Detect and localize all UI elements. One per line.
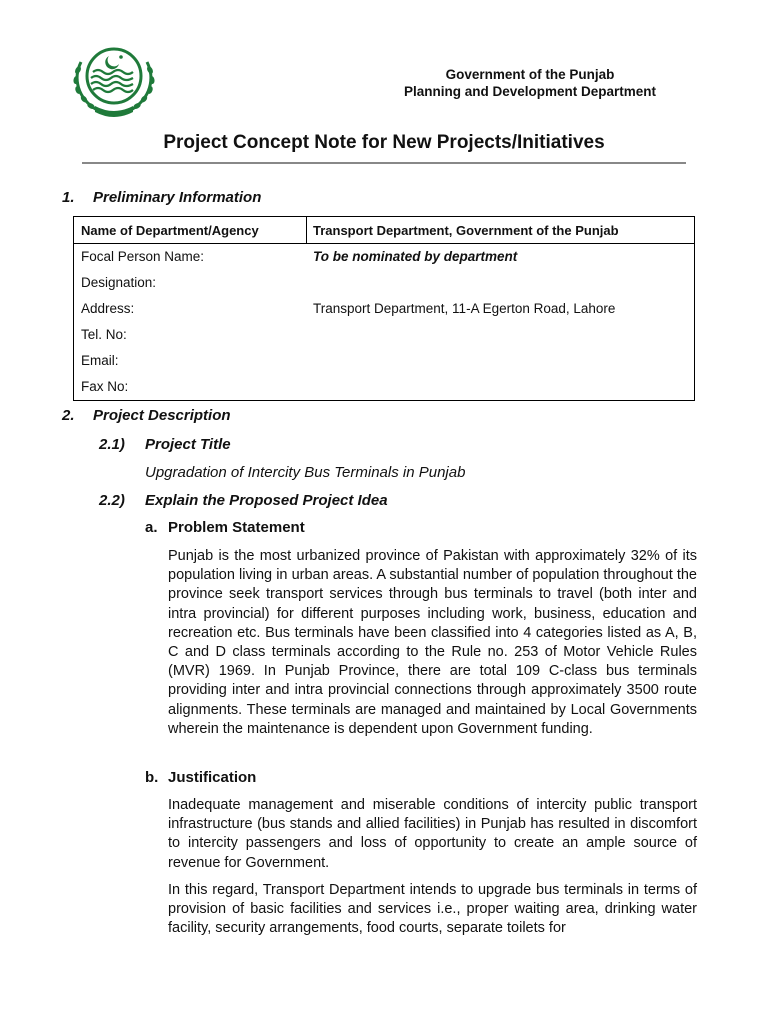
justification-marker: b. [145, 769, 159, 786]
header-cell-department-value: Transport Department, Government of the Punjab [313, 223, 619, 238]
row-label-fax: Fax No: [81, 379, 129, 394]
problem-statement-heading [145, 519, 445, 537]
row-label-email: Email: [81, 353, 119, 368]
row-value-address: Transport Department, 11-A Egerton Road, Lahore [313, 301, 616, 316]
section-2-title: Project Description [93, 407, 231, 424]
row-label-tel: Tel. No: [81, 327, 127, 342]
justification-paragraph-2: In this regard, Transport Department intends to upgrade bus terminals in terms of provision of basic facilities and services i.e., proper waiting area, drinking water facility, security arrangements, food courts, separate toilets for [168, 882, 697, 937]
section-2-heading [62, 407, 362, 425]
row-value-focal-person: To be nominated by department [313, 249, 518, 264]
section-1-heading [62, 189, 362, 207]
section-1-number: 1. [62, 189, 75, 206]
subsection-2-2-number: 2.2) [99, 492, 125, 509]
subsection-2-2-title: Explain the Proposed Project Idea [145, 492, 388, 509]
problem-statement-title: Problem Statement [168, 519, 305, 536]
row-label-designation: Designation: [81, 275, 157, 290]
justification-title: Justification [168, 769, 257, 786]
table-header-row [74, 217, 694, 244]
justification-paragraph-1: Inadequate management and miserable conditions of intercity public transport infrastructure (bus stands and allied facilities) in Punjab has resulted in discomfort to intercity passengers and loss of opportunity to create an ample source of revenue for Government. [168, 797, 697, 871]
section-2-number: 2. [62, 407, 75, 424]
problem-statement-paragraph: Punjab is the most urbanized province of Pakistan with approximately 32% of its population living in urban areas. A substantial number of population throughout the province seek transport services through bus terminals to travel (both inter and intra provincial) for different purposes including work, business, education and recreation etc. Bus terminals have been classified into 4 categories listed as A, B, C and D class terminals according to the Rule no. 253 of Motor Vehicle Rules (MVR) 1969. In Punjab Province, there are total 109 C-class bus terminals providing inter and intra provincial connections through approximately 3500 route alignments. These terminals are managed and maintained by Local Governments wherein the maintenance is dependent upon Government funding. [168, 548, 697, 737]
preliminary-info-table [73, 216, 695, 401]
subsection-2-1-title: Project Title [145, 436, 231, 453]
row-label-address: Address: [81, 301, 135, 316]
punjab-emblem-logo [69, 40, 159, 118]
government-name: Government of the Punjab [445, 67, 615, 82]
project-title-value: Upgradation of Intercity Bus Terminals in Punjab [145, 464, 466, 481]
department-name: Planning and Development Department [403, 84, 657, 99]
subsection-2-2-heading [99, 492, 499, 510]
document-title: Project Concept Note for New Projects/Initiatives [163, 132, 605, 153]
header-cell-department-label: Name of Department/Agency [81, 223, 259, 238]
column-divider [306, 217, 307, 243]
title-divider [82, 162, 686, 164]
section-1-title: Preliminary Information [93, 189, 262, 206]
problem-statement-marker: a. [145, 519, 158, 536]
justification-heading [145, 769, 445, 787]
row-label-focal-person: Focal Person Name: [81, 249, 205, 264]
subsection-2-1-number: 2.1) [99, 436, 125, 453]
subsection-2-1-heading [99, 436, 499, 454]
